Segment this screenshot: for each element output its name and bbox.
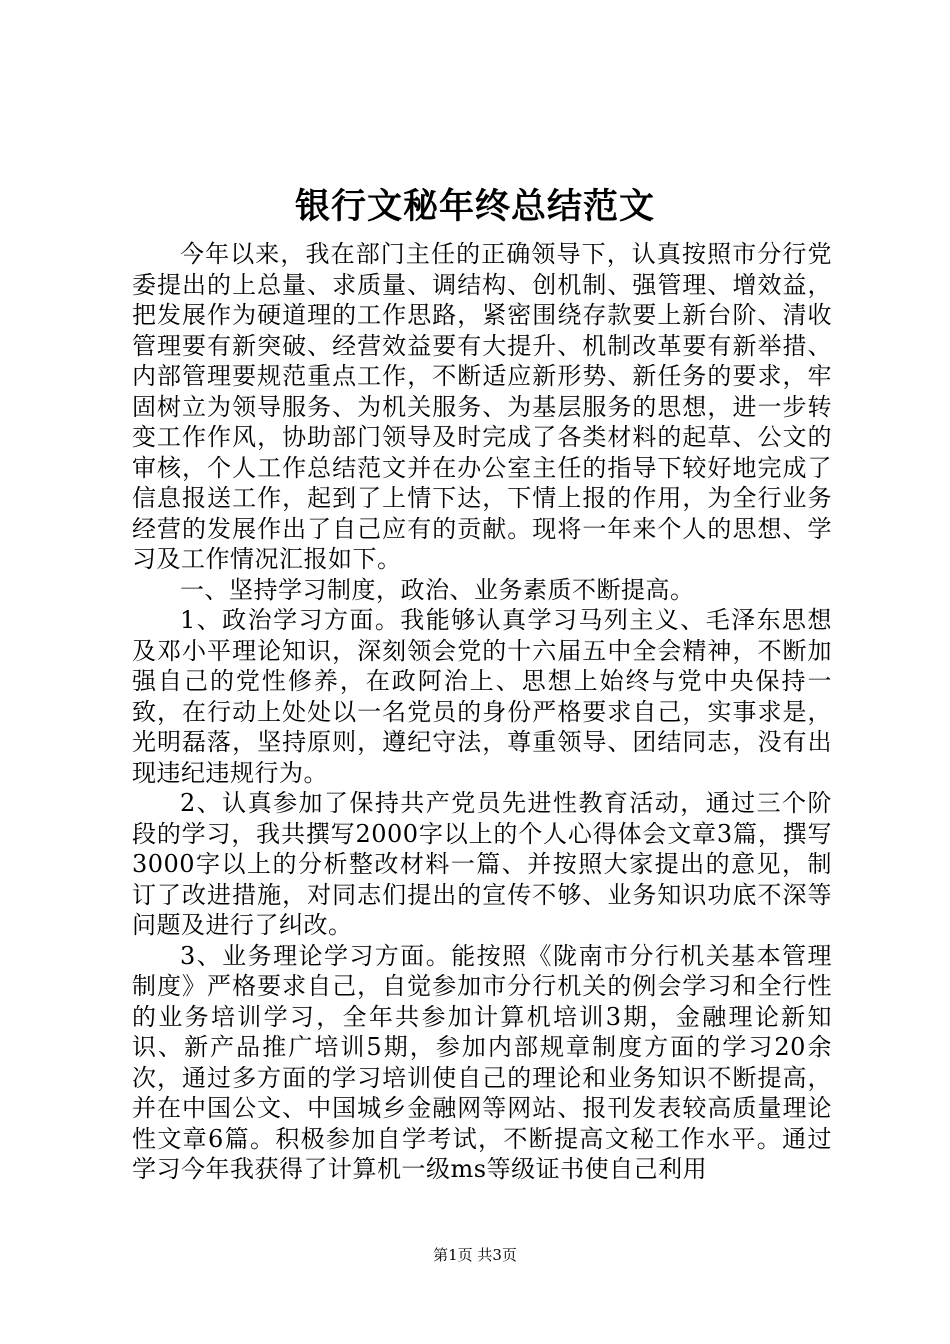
paragraph-section-heading: 一、坚持学习制度，政治、业务素质不断提高。 (180, 575, 695, 604)
paragraph-intro: 今年以来，我在部门主任的正确领导下，认真按照市分行党委提出的上总量、求质量、调结构、创机制、强管理、增效益，把发展作为硬道理的工作思路，紧密围绕存款要上新台阶、清收管理要有新突破、经营效益要有大提升、机制改革要有新举措、内部管理要规范重点工作，不断适应新形势、新任务的要求，牢固树立为领导服务、为机关服务、为基层服务的思想，进一步转变工作作风，协助部门领导及时完成了各类材料的起草、公文的审核，个人工作总结范文并在办公室主任的指导下较好地完成了信息报送工作，起到了上情下达，下情上报的作用，为全行业务经营的发展作出了自己应有的贡献。现将一年来个人的思想、学习及工作情况汇报如下。 (132, 240, 832, 573)
paragraph-political-study: 1、政治学习方面。我能够认真学习马列主义、毛泽东思想及邓小平理论知识，深刻领会党的十六届五中全会精神，不断加强自己的党性修养，在政阿治上、思想上始终与党中央保持一致，在行动上处处以一名党员的身份严格要求自己，实事求是，光明磊落，坚持原则，遵纪守法，尊重领导、团结同志，没有出现违纪违规行为。 (132, 606, 832, 787)
document-body (132, 239, 832, 1185)
document-title: 银行文秘年终总结范文 (294, 186, 655, 227)
paragraph-business-study: 3、业务理论学习方面。能按照《陇南市分行机关基本管理制度》严格要求自己，自觉参加市分行机关的例会学习和全行性的业务培训学习，全年共参加计算机培训3期，金融理论新知识、新产品推广培训5期，参加内部规章制度方面的学习20余次，通过多方面的学习培训使自己的理论和业务知识不断提高，并在中国公文、中国城乡金融网等网站、报刊发表较高质量理论性文章6篇。积极参加自学考试，不断提高文秘工作水平。通过学习今年我获得了计算机一级ms等级证书使自己利用 (132, 941, 832, 1183)
paragraph-education-activity: 2、认真参加了保持共产党员先进性教育活动，通过三个阶段的学习，我共撰写2000字以上的个人心得体会文章3篇，撰写3000字以上的分析整改材料一篇、并按照大家提出的意见，制订了改进措施，对同志们提出的宣传不够、业务知识功底不深等问题及进行了纠改。 (132, 789, 832, 939)
page-footer: 第1页 共3页 (433, 1246, 517, 1264)
